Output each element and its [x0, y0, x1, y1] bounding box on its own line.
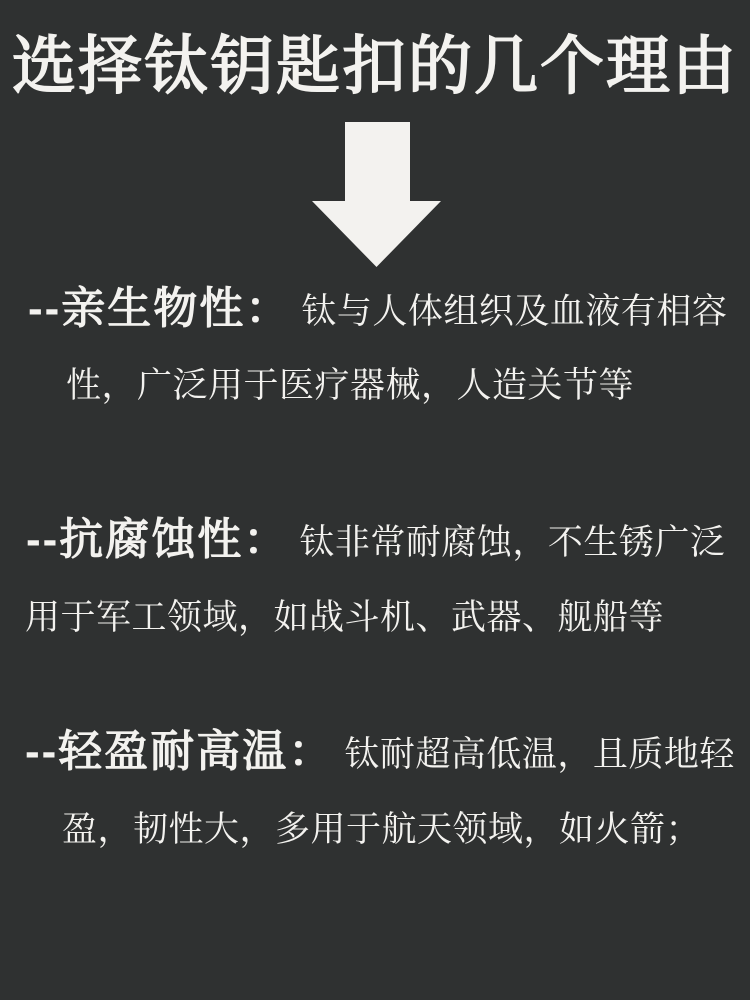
- bullet-biocompatibility-line2: 性，广泛用于医疗器械，人造关节等: [66, 366, 635, 405]
- bullet-lightweight-label: --轻盈耐高温：: [25, 727, 335, 776]
- bullet-biocompatibility-text: 钛与人体组织及血液有相容: [301, 292, 728, 331]
- bullet-lightweight-line2: 盈，韧性大，多用于航天领域，如火箭；: [62, 810, 702, 849]
- bullet-corrosion-line2: 用于军工领域，如战斗机、武器、舰船等: [25, 598, 665, 637]
- bullet-corrosion-label: --抗腐蚀性：: [26, 515, 290, 564]
- bullet-lightweight-line1: [25, 727, 735, 776]
- bullet-biocompatibility-line1: [28, 284, 728, 333]
- bullet-corrosion-text: 钛非常耐腐蚀，不生锈广泛: [299, 523, 726, 562]
- bullet-lightweight-text: 钛耐超高低温，且质地轻: [344, 735, 735, 774]
- bullet-corrosion-line1: [26, 515, 726, 564]
- down-arrow-icon: [312, 122, 441, 267]
- page-title: 选择钛钥匙扣的几个理由: [12, 30, 738, 102]
- bullet-biocompatibility-label: --亲生物性：: [28, 284, 292, 333]
